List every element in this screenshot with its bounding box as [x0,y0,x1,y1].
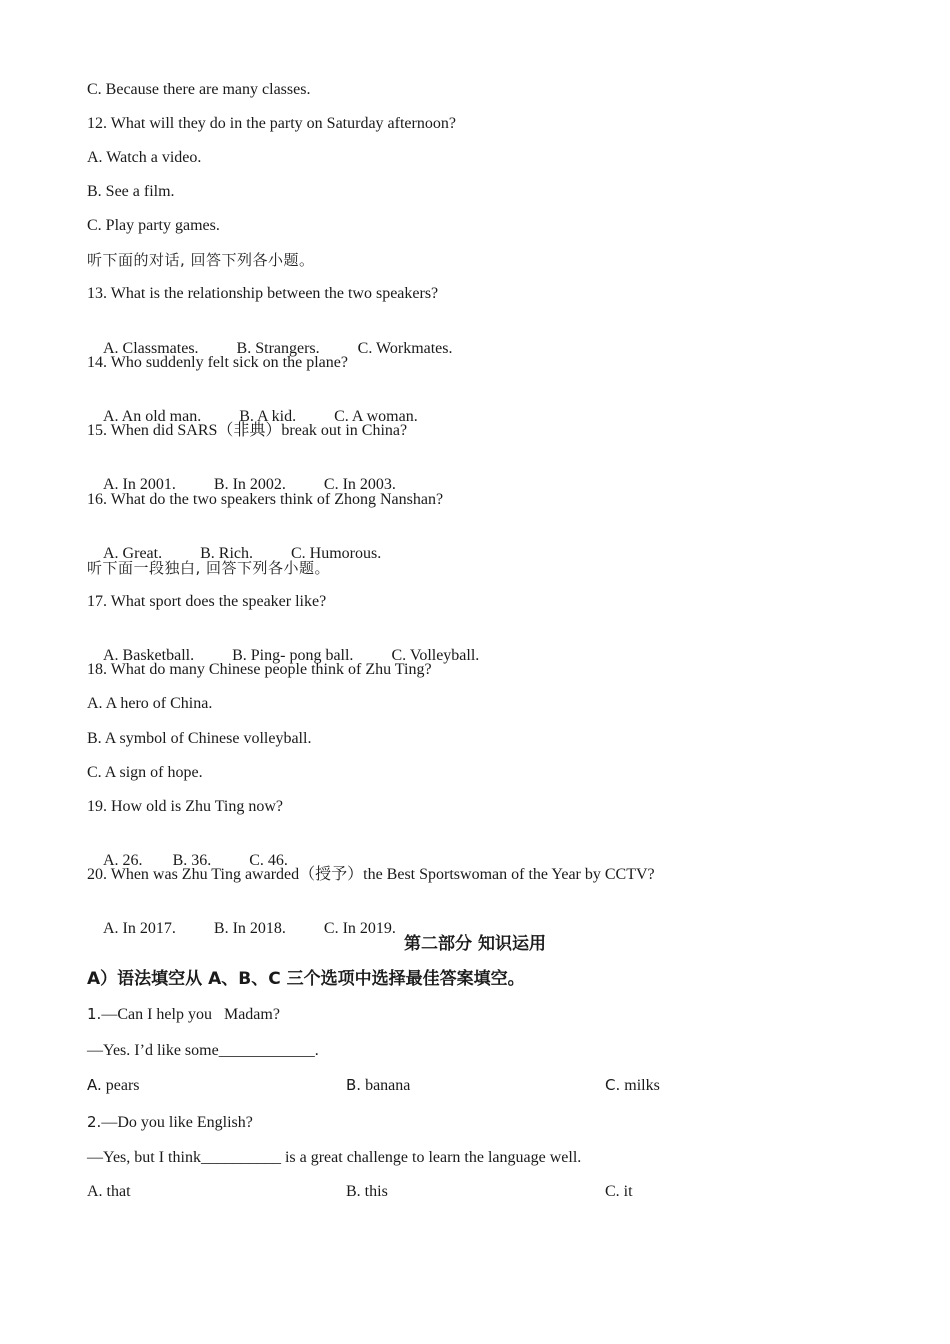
question-18: 18. What do many Chinese people think of Zhu Ting? [87,661,432,678]
option-line: A. Watch a video. [87,149,202,166]
option-b: B. In 2018. [213,920,286,937]
option-c: C. Workmates. [357,340,453,357]
option-c: C. Volleyball. [391,647,480,664]
option-a: A. Great. [103,545,163,562]
option-letter: C. [605,1076,621,1094]
question-17: 17. What sport does the speaker like? [87,593,327,610]
option-letter: A. [87,1076,102,1094]
option-b: B. this [346,1183,388,1200]
option-b: B. A kid. [239,408,297,425]
section-instruction: 听下面一段独白, 回答下列各小题。 [87,559,331,577]
option-b: B. Ping- pong ball. [232,647,354,664]
question-14: 14. Who suddenly felt sick on the plane? [87,354,348,371]
option-text: pears [101,1077,140,1094]
question-reply: —Yes, but I think__________ is a great challenge to learn the language well. [87,1149,582,1166]
part-two-title: 第二部分 知识运用 [404,934,546,954]
option-c: C. A woman. [334,408,418,425]
option-c: C. In 2019. [323,920,396,937]
question-12: 12. What will they do in the party on Saturday afternoon? [87,115,456,132]
option-c [605,1075,660,1096]
option-c: C. In 2003. [323,476,396,493]
question-reply: —Yes. I’d like some____________. [87,1042,319,1059]
question-19: 19. How old is Zhu Ting now? [87,798,284,815]
question-number: 2. [87,1113,102,1131]
option-a: A. that [87,1183,131,1200]
option-a: A. An old man. [103,408,202,425]
option-a: A. In 2001. [103,476,176,493]
option-b: B. 36. [172,852,212,869]
option-a [87,1075,140,1096]
question-13: 13. What is the relationship between the two speakers? [87,285,439,302]
option-b: B. Rich. [200,545,253,562]
option-text: milks [620,1077,660,1094]
section-a-heading: A）语法填空从 A、B、C 三个选项中选择最佳答案填空。 [87,969,525,989]
option-b: B. Strangers. [236,340,320,357]
option-a: A. In 2017. [103,920,176,937]
option-b [346,1075,410,1096]
question-prompt: —Can I help you Madam? [101,1006,280,1023]
option-b: B. In 2002. [213,476,286,493]
grammar-question-1 [87,1004,280,1025]
section-instruction: 听下面的对话, 回答下列各小题。 [87,251,315,269]
option-a: A. Classmates. [103,340,199,357]
option-c: C. Humorous. [290,545,382,562]
option-c: C. it [605,1183,633,1200]
option-line: B. A symbol of Chinese volleyball. [87,730,312,747]
option-line: C. Because there are many classes. [87,81,311,98]
option-a: A. 26. [103,852,143,869]
question-16: 16. What do the two speakers think of Zhong Nanshan? [87,491,444,508]
question-15: 15. When did SARS（非典）break out in China? [87,422,408,439]
option-line: C. A sign of hope. [87,764,203,781]
question-number: 1. [87,1005,102,1023]
option-line: C. Play party games. [87,217,220,234]
option-text: banana [361,1077,411,1094]
option-a: A. Basketball. [103,647,195,664]
option-line: A. A hero of China. [87,695,213,712]
option-c: C. 46. [249,852,288,869]
question-20: 20. When was Zhu Ting awarded（授予）the Best Sportswoman of the Year by CCTV? [87,866,655,883]
question-prompt: —Do you like English? [101,1114,253,1131]
option-line: B. See a film. [87,183,175,200]
grammar-question-2 [87,1112,253,1133]
option-letter: B. [346,1076,362,1094]
